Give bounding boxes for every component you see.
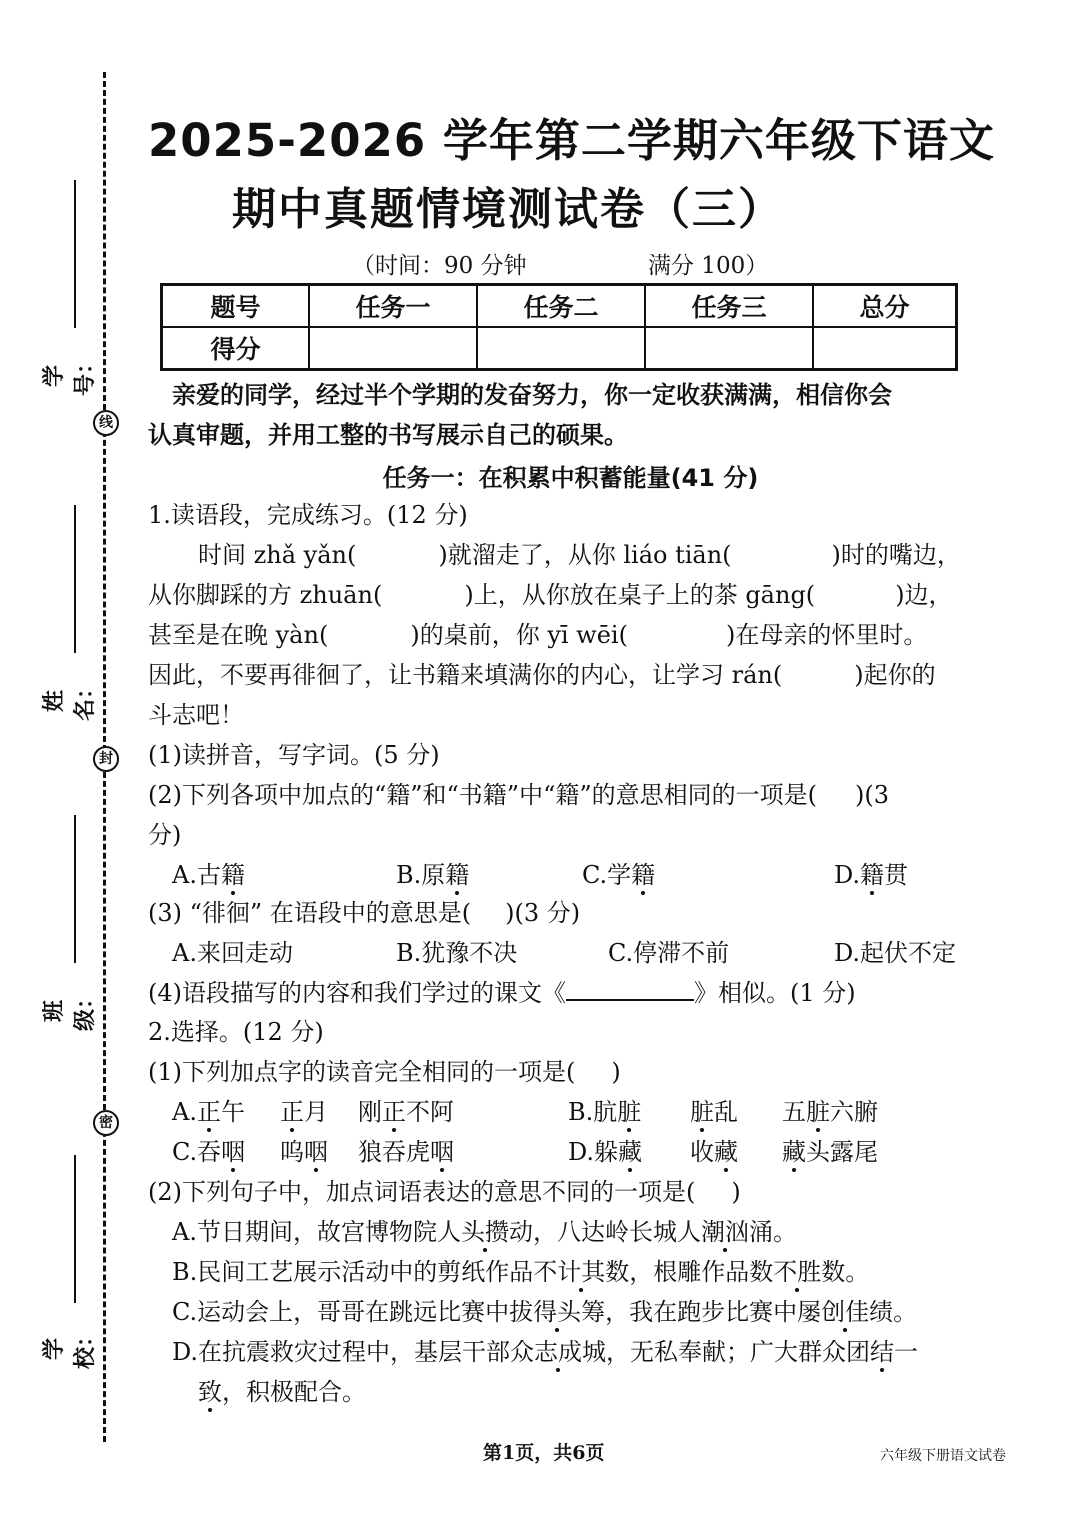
q2-sub2-option-b: B.民间工艺展示活动中的剪纸作品不计其数，根雕作品数不胜数。: [172, 1258, 870, 1286]
q1-sub2: (2)下列各项中加点的“籍”和“书籍”中“籍”的意思相同的一项是( )(3: [148, 781, 889, 809]
task1-heading: 任务一：在积累中积蓄能量(41 分): [382, 464, 759, 492]
q2-option-a-2: 正月: [280, 1098, 328, 1126]
score-table-header-row: [162, 285, 957, 328]
student-id-label: 学号：: [42, 351, 98, 396]
footer-paper-name: 六年级下册语文试卷: [880, 1448, 1006, 1464]
q1-sub3: (3) “徘徊” 在语段中的意思是( )(3 分): [148, 899, 581, 927]
q1-sub3-option-d: D.起伏不定: [834, 939, 957, 967]
student-id-blank[interactable]: [74, 180, 76, 328]
seal-word-feng: 封: [93, 746, 119, 772]
q2-option-b-2: 脏乱: [690, 1098, 738, 1126]
q1-sub2-option-c: C.学籍: [582, 861, 656, 889]
score-cell-task3[interactable]: [645, 327, 813, 370]
q2-sub2-option-d-cont: 致，积极配合。: [198, 1378, 366, 1406]
q2-sub2-option-a: A.节日期间，故宫博物院人头攒动，八达岭长城人潮汹涌。: [172, 1218, 797, 1246]
exam-time: （时间：90 分钟: [352, 253, 527, 279]
table-header-cell: 总分: [813, 285, 957, 328]
page-number: 第1页，共6页: [483, 1442, 605, 1464]
q2-sub2-option-c: C.运动会上，哥哥在跳远比赛中拔得头筹，我在跑步比赛中屡创佳绩。: [172, 1298, 918, 1326]
exam-full-score: 满分 100）: [648, 253, 769, 279]
seal-word-mi: 密: [93, 1110, 119, 1136]
name-blank[interactable]: [74, 505, 76, 653]
q2-sub2: (2)下列句子中，加点词语表达的意思不同的一项是( ): [148, 1178, 741, 1206]
q1-title: 1.读语段，完成练习。(12 分): [148, 501, 468, 529]
score-table-score-row: [162, 327, 957, 370]
q1-sub1: (1)读拼音，写字词。(5 分): [148, 741, 440, 769]
q2-title: 2.选择。(12 分): [148, 1018, 324, 1046]
table-row-label: 得分: [162, 327, 310, 370]
q2-sub1: (1)下列加点字的读音完全相同的一项是( ): [148, 1058, 621, 1086]
table-header-cell: 任务一: [309, 285, 477, 328]
q2-option-c-2: 呜咽: [280, 1138, 328, 1166]
q2-sub2-option-d: D.在抗震救灾过程中，基层干部众志成城，无私奉献；广大群众团结一: [172, 1338, 919, 1366]
score-cell-total[interactable]: [813, 327, 957, 370]
name-label: 姓名：: [42, 676, 98, 721]
exam-title-line2: 期中真题情境测试卷（三）: [232, 184, 784, 235]
score-table: [160, 283, 958, 371]
school-label: 学校：: [42, 1324, 98, 1369]
q1-sub3-option-c: C.停滞不前: [608, 939, 730, 967]
q1-sub2-option-d: D.籍贯: [834, 861, 909, 889]
class-label: 班级：: [42, 986, 98, 1031]
q2-option-c-1: C.吞咽: [172, 1138, 246, 1166]
table-header-cell: 任务二: [477, 285, 645, 328]
table-header-cell: 任务三: [645, 285, 813, 328]
q1-sub3-option-b: B.犹豫不决: [396, 939, 518, 967]
table-header-cell: 题号: [162, 285, 310, 328]
intro-line2: 认真审题，并用工整的书写展示自己的硕果。: [148, 420, 628, 449]
q1-sub4: (4)语段描写的内容和我们学过的课文《 》相似。(1 分): [148, 979, 856, 1007]
q2-option-a-3: 刚正不阿: [358, 1098, 454, 1126]
q1-sub3-option-a: A.来回走动: [172, 939, 293, 967]
q2-option-d-3: 藏头露尾: [782, 1138, 878, 1166]
seal-word-xian: 线: [93, 410, 119, 436]
score-cell-task1[interactable]: [309, 327, 477, 370]
q2-option-d-1: D.躲藏: [568, 1138, 643, 1166]
score-cell-task2[interactable]: [477, 327, 645, 370]
q1-para-line3: 甚至是在晚 yàn( )的桌前，你 yī wēi( )在母亲的怀里时。: [148, 621, 928, 649]
q1-para-line2: 从你脚踩的方 zhuān( )上，从你放在桌子上的茶 gāng( )边，: [148, 581, 953, 609]
q1-sub2-option-b: B.原籍: [396, 861, 470, 889]
intro-line1: 亲爱的同学，经过半个学期的发奋努力，你一定收获满满，相信你会: [172, 380, 892, 409]
q2-option-b-1: B.肮脏: [568, 1098, 642, 1126]
q1-para-line5: 斗志吧！: [148, 701, 244, 729]
q2-option-c-3: 狼吞虎咽: [358, 1138, 454, 1166]
q2-option-d-2: 收藏: [690, 1138, 738, 1166]
q2-option-a-1: A.正午: [172, 1098, 245, 1126]
school-blank[interactable]: [74, 1155, 76, 1303]
q1-para-line1: 时间 zhǎ yǎn( )就溜走了，从你 liáo tiān( )时的嘴边，: [198, 541, 961, 569]
q1-sub2-cont: 分): [148, 821, 182, 849]
q1-sub2-option-a: A.古籍: [172, 861, 245, 889]
q1-para-line4: 因此，不要再徘徊了，让书籍来填满你的内心，让学习 rán( )起你的: [148, 661, 936, 689]
class-blank[interactable]: [74, 815, 76, 963]
q2-option-b-3: 五脏六腑: [782, 1098, 878, 1126]
answer-underline[interactable]: [566, 977, 694, 1001]
exam-title-line1: 2025-2026 学年第二学期六年级下语文: [148, 114, 995, 167]
